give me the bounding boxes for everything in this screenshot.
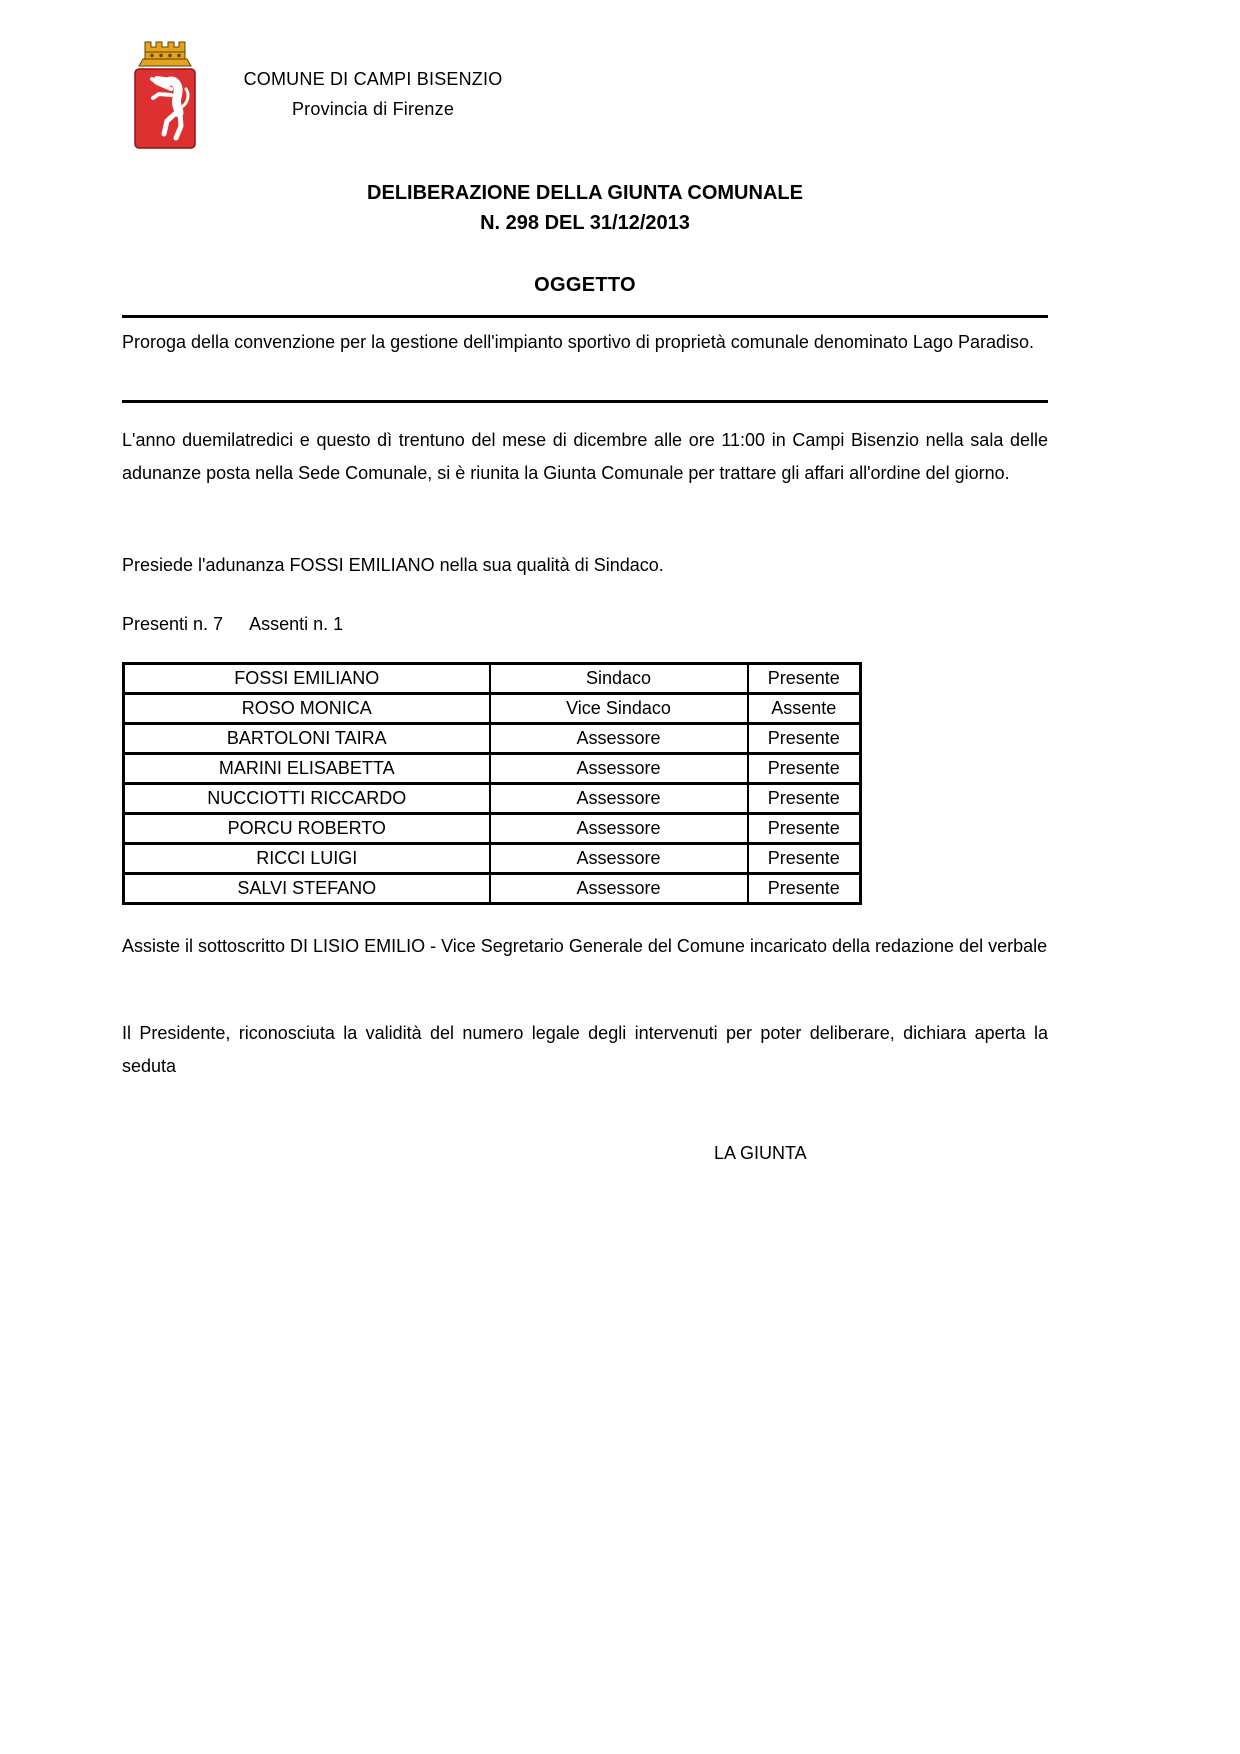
cell-name: FOSSI EMILIANO — [124, 664, 490, 694]
header-org-block — [218, 64, 528, 124]
table-row — [124, 754, 861, 784]
table-row — [124, 844, 861, 874]
cell-role: Assessore — [490, 784, 748, 814]
la-giunta-heading: LA GIUNTA — [714, 1143, 807, 1163]
cell-role: Vice Sindaco — [490, 694, 748, 724]
presenti-count: Presenti n. 7 — [122, 614, 224, 634]
cell-role: Assessore — [490, 724, 748, 754]
table-row — [124, 874, 861, 904]
cell-status: Presente — [748, 664, 861, 694]
attendance-table — [122, 662, 862, 905]
cell-name: RICCI LUIGI — [124, 844, 490, 874]
municipal-crest — [133, 38, 197, 150]
cell-role: Sindaco — [490, 664, 748, 694]
cell-status: Presente — [748, 724, 861, 754]
cell-status: Assente — [748, 694, 861, 724]
horizontal-rule-top — [122, 315, 1048, 318]
session-paragraph: L'anno duemilatredici e questo dì trentuno del mese di dicembre alle ore 11:00 in Campi Bisenzio nella sala delle adunanze posta nella Sede Comunale, si è riunita la Giunta Comunale per trattare gli affari all'ordine del giorno. — [122, 430, 1048, 483]
attendance-table-body — [124, 664, 861, 904]
cell-name: MARINI ELISABETTA — [124, 754, 490, 784]
table-row — [124, 724, 861, 754]
crown-icon — [139, 42, 191, 66]
cell-name: ROSO MONICA — [124, 694, 490, 724]
org-subtitle: Provincia di Firenze — [291, 99, 455, 119]
cell-name: BARTOLONI TAIRA — [124, 724, 490, 754]
cell-status: Presente — [748, 844, 861, 874]
attendance-count-line — [122, 608, 1048, 641]
presiede-line: Presiede l'adunanza FOSSI EMILIANO nella sua qualità di Sindaco. — [122, 555, 664, 575]
table-row — [124, 784, 861, 814]
cell-role: Assessore — [490, 874, 748, 904]
cell-name: NUCCIOTTI RICCARDO — [124, 784, 490, 814]
title-line2: N. 298 DEL 31/12/2013 — [480, 212, 690, 234]
table-row — [124, 664, 861, 694]
horizontal-rule-bottom — [122, 400, 1048, 403]
cell-status: Presente — [748, 754, 861, 784]
assiste-paragraph: Assiste il sottoscritto DI LISIO EMILIO - Vice Segretario Generale del Comune incaricato della redazione del verbale — [122, 936, 1048, 956]
table-row — [124, 694, 861, 724]
table-row — [124, 814, 861, 844]
cell-status: Presente — [748, 784, 861, 814]
cell-role: Assessore — [490, 844, 748, 874]
oggetto-text: Proroga della convenzione per la gestione dell'impianto sportivo di proprietà comunale denominato Lago Paradiso. — [122, 332, 1035, 352]
org-name: COMUNE DI CAMPI BISENZIO — [243, 69, 503, 89]
cell-name: PORCU ROBERTO — [124, 814, 490, 844]
cell-role: Assessore — [490, 814, 748, 844]
assenti-count: Assenti n. 1 — [249, 614, 344, 634]
cell-role: Assessore — [490, 754, 748, 784]
cell-status: Presente — [748, 814, 861, 844]
presidente-paragraph: Il Presidente, riconosciuta la validità del numero legale degli intervenuti per poter deliberare, dichiara aperta la seduta — [122, 1023, 1048, 1076]
title-line1: DELIBERAZIONE DELLA GIUNTA COMUNALE — [367, 182, 803, 204]
cell-status: Presente — [748, 874, 861, 904]
cell-name: SALVI STEFANO — [124, 874, 490, 904]
document-title — [122, 178, 1048, 238]
oggetto-heading: OGGETTO — [534, 274, 636, 296]
